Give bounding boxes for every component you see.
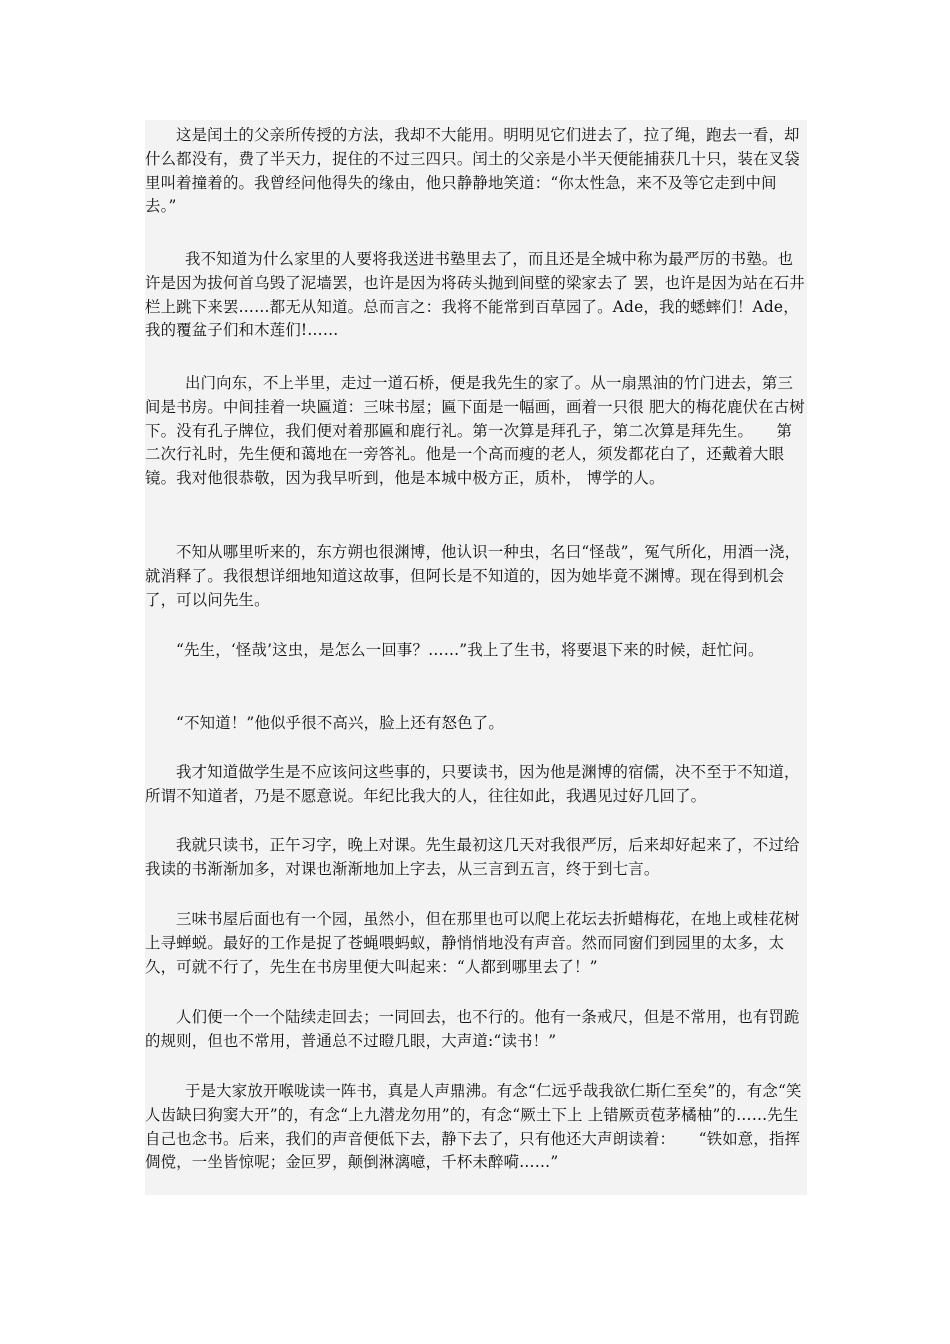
paragraph-3: 出门向东，不上半里，走过一道石桥，便是我先生的家了。从一扇黑油的竹门进去，第三间是书房。中间挂着一块匾道：三味书屋；匾下面是一幅画，画着一只很 肥大的梅花鹿伏在古树下。没有孔子牌位，我们便对着那匾和鹿行礼。第一次算是拜孔子，第二次算是拜先生。 第二次行礼时，先生便和蔼地在一旁答礼。他是一个高而瘦的老人，须发都花白了，还戴着大眼镜。我对他很恭敬，因为我早听到，他是本城中极方正，质朴， 博学的人。 — [145, 374, 805, 488]
paragraph-2: 我不知道为什么家里的人要将我送进书塾里去了，而且还是全城中称为最严厉的书塾。也许是因为拔何首乌毁了泥墙罢，也许是因为将砖头抛到间壁的梁家去了 罢，也许是因为站在石井栏上跳下来罢……都无从知道。总而言之：我将不能常到百草园了。Ade，我的蟋蟀们！Ade，我的覆盆子们和木莲们!…… — [145, 250, 805, 340]
paragraph-9: 三味书屋后面也有一个园，虽然小，但在那里也可以爬上花坛去折蜡梅花，在地上或桂花树上寻蝉蜕。最好的工作是捉了苍蝇喂蚂蚁，静悄悄地没有声音。然而同窗们到园里的太多，太久，可就不行了，先生在书房里便大叫起来：“人都到哪里去了！” — [145, 910, 800, 976]
paragraph-8: 我就只读书，正午习字，晚上对课。先生最初这几天对我很严厉，后来却好起来了，不过给我读的书渐渐加多，对课也渐渐地加上字去，从三言到五言，终于到七言。 — [145, 836, 800, 878]
paragraph-10: 人们便一个一个陆续走回去；一同回去，也不行的。他有一条戒尺，但是不常用，也有罚跪的规则，但也不常用，普通总不过瞪几眼，大声道:“读书！” — [145, 1008, 800, 1050]
paragraph-11: 于是大家放开喉咙读一阵书，真是人声鼎沸。有念“仁远乎哉我欲仁斯仁至矣”的，有念“笑人齿缺曰狗窦大开”的，有念“上九潜龙勿用”的，有念“厥土下上 上错厥贡苞茅橘柚”的……先生自己也念书。后来，我们的声音便低下去，静下去了，只有他还大声朗读着： “铁如意，指挥倜傥，一坐皆惊呢；金叵罗，颠倒淋漓噫，千杯未醉嗬……” — [145, 1082, 802, 1172]
paragraph-7: 我才知道做学生是不应该问这些事的，只要读书，因为他是渊博的宿儒，决不至于不知道，所谓不知道者，乃是不愿意说。年纪比我大的人，往往如此，我遇见过好几回了。 — [145, 763, 800, 805]
paragraph-4: 不知从哪里听来的，东方朔也很渊博，他认识一种虫，名曰“怪哉”，冤气所化，用酒一浇，就消释了。我很想详细地知道这故事，但阿长是不知道的，因为她毕竟不渊博。现在得到机会了，可以问先生。 — [145, 543, 801, 609]
paragraph-6: “不知道！”他似乎很不高兴，脸上还有怒色了。 — [176, 714, 504, 732]
paragraph-1: 这是闰土的父亲所传授的方法，我却不大能用。明明见它们进去了，拉了绳，跑去一看，却什么都没有，费了半天力，捉住的不过三四只。闰土的父亲是小半天便能捕获几十只，装在叉袋里叫着撞着的。我曾经问他得失的缘由，他只静静地笑道：“你太性急，来不及等它走到中间去。” — [145, 126, 800, 216]
paragraph-5: “先生，‘怪哉’这虫，是怎么一回事？……”我上了生书，将要退下来的时候，赶忙问。 — [176, 641, 764, 659]
text-block — [145, 120, 807, 1195]
